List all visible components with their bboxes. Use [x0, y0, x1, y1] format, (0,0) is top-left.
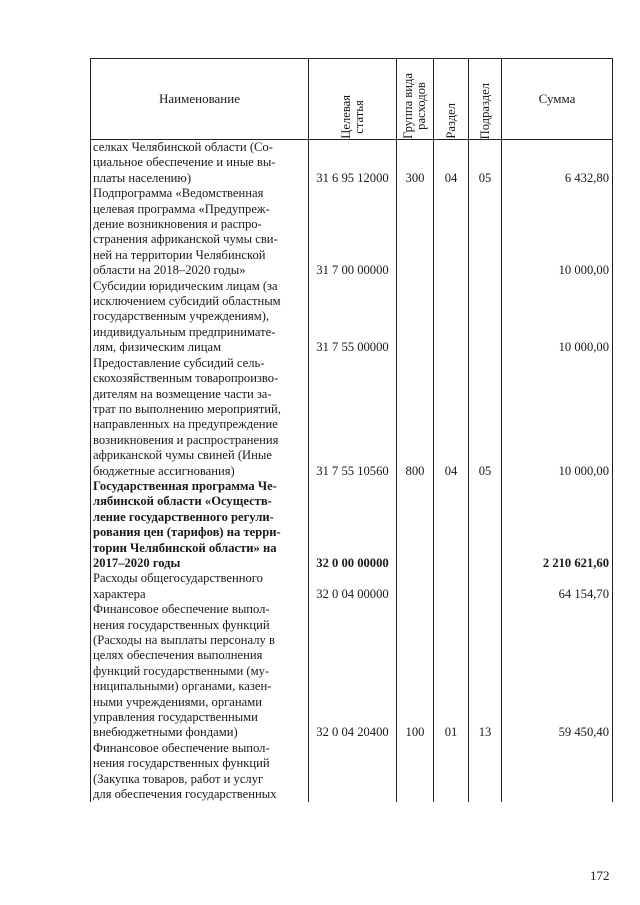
row-target-article-cell: 31 7 00 00000 — [309, 186, 397, 278]
row-name-cell — [91, 741, 309, 803]
row-section-cell: 04 — [434, 140, 469, 187]
row-expense-group-cell: 300 — [397, 140, 434, 187]
row-target-article-cell: 32 0 04 20400 — [309, 602, 397, 741]
row-name-text: Финансовое обеспечение выпол- нения государственных функций (Расходы на выплаты персоналу в целях обеспечения выполнения функций государственными (му- ниципальными) органами, казен- ными учреждениями, органами управления государственными внебюджетными фондами) — [93, 602, 275, 740]
row-expense-group-cell — [397, 479, 434, 571]
row-expense-group-cell — [397, 279, 434, 356]
row-subsection-cell: 05 — [469, 140, 502, 187]
table-row — [91, 602, 613, 741]
row-target-article-cell: 32 0 00 00000 — [309, 479, 397, 571]
row-section-cell — [434, 186, 469, 278]
row-subsection-cell: 05 — [469, 356, 502, 479]
row-target-article-cell: 32 0 04 00000 — [309, 571, 397, 602]
row-name-cell — [91, 186, 309, 278]
row-amount-cell: 59 450,40 — [502, 602, 613, 741]
table-row — [91, 479, 613, 571]
row-section-cell — [434, 571, 469, 602]
row-section-cell — [434, 479, 469, 571]
budget-table-container — [90, 58, 612, 802]
row-amount-cell: 6 432,80 — [502, 140, 613, 187]
row-target-article-cell — [309, 741, 397, 803]
table-row — [91, 186, 613, 278]
row-amount-cell: 10 000,00 — [502, 279, 613, 356]
row-subsection-cell — [469, 571, 502, 602]
row-name-cell — [91, 140, 309, 187]
table-body — [91, 140, 613, 803]
budget-table — [90, 58, 613, 802]
row-target-article-cell: 31 7 55 00000 — [309, 279, 397, 356]
header-target-article: Целевая статья — [309, 59, 397, 140]
row-name-text: Предоставление субсидий сель- скохозяйственным товаропроизво- дителям на возмещение части за- трат по выполнению мероприятий, направленных на предупреждение возникновения и распространения африканской чумы свиней (Иные бюджетные ассигнования) — [93, 355, 281, 478]
row-name-text: Субсидии юридическим лицам (за исключением субсидий областным государственным учреждениям), индивидуальным предпринимате- лям, физическим лицам — [93, 278, 281, 355]
row-amount-cell: 10 000,00 — [502, 356, 613, 479]
row-target-article-cell: 31 6 95 12000 — [309, 140, 397, 187]
table-row — [91, 140, 613, 187]
row-expense-group-cell: 100 — [397, 602, 434, 741]
header-subsection: Подраздел — [469, 59, 502, 140]
row-subsection-cell: 13 — [469, 602, 502, 741]
page-number: 172 — [590, 868, 610, 883]
row-name-text: Подпрограмма «Ведомственная целевая программа «Предупреж- дение возникновения и распро- странения африканской чумы сви- ней на территории Челябинской области на 2018–2020 годы» — [93, 186, 278, 278]
row-subsection-cell — [469, 279, 502, 356]
row-amount-cell: 2 210 621,60 — [502, 479, 613, 571]
row-subsection-cell — [469, 741, 502, 803]
table-row — [91, 741, 613, 803]
row-name-text: селках Челябинской области (Со- циальное обеспечение и иные вы- платы населению) — [93, 140, 276, 185]
row-section-cell — [434, 741, 469, 803]
header-name: Наименование — [91, 59, 309, 140]
header-section: Раздел — [434, 59, 469, 140]
row-expense-group-cell — [397, 741, 434, 803]
row-section-cell: 01 — [434, 602, 469, 741]
header-amount: Сумма — [502, 59, 613, 140]
row-name-text: Государственная программа Че- лябинской области «Осуществ- ление государственного регули- рования цен (тарифов) на терри- тории Челябинской области» на 2017–2020 годы — [93, 478, 281, 570]
row-section-cell: 04 — [434, 356, 469, 479]
table-row — [91, 571, 613, 602]
row-amount-cell — [502, 741, 613, 803]
row-subsection-cell — [469, 186, 502, 278]
row-name-text: Финансовое обеспечение выпол- нения государственных функций (Закупка товаров, работ и услуг для обеспечения государственных — [93, 740, 277, 802]
row-expense-group-cell — [397, 186, 434, 278]
row-name-cell — [91, 479, 309, 571]
row-expense-group-cell: 800 — [397, 356, 434, 479]
row-amount-cell: 10 000,00 — [502, 186, 613, 278]
table-row — [91, 356, 613, 479]
table-row — [91, 279, 613, 356]
row-name-cell — [91, 571, 309, 602]
row-expense-group-cell — [397, 571, 434, 602]
row-name-text: Расходы общегосударственного характера — [93, 571, 263, 601]
header-expense-group: Группа вида расходов — [397, 59, 434, 140]
row-name-cell — [91, 356, 309, 479]
row-subsection-cell — [469, 479, 502, 571]
row-target-article-cell: 31 7 55 10560 — [309, 356, 397, 479]
row-amount-cell: 64 154,70 — [502, 571, 613, 602]
table-header-row — [91, 59, 613, 140]
row-section-cell — [434, 279, 469, 356]
row-name-cell — [91, 279, 309, 356]
row-name-cell — [91, 602, 309, 741]
